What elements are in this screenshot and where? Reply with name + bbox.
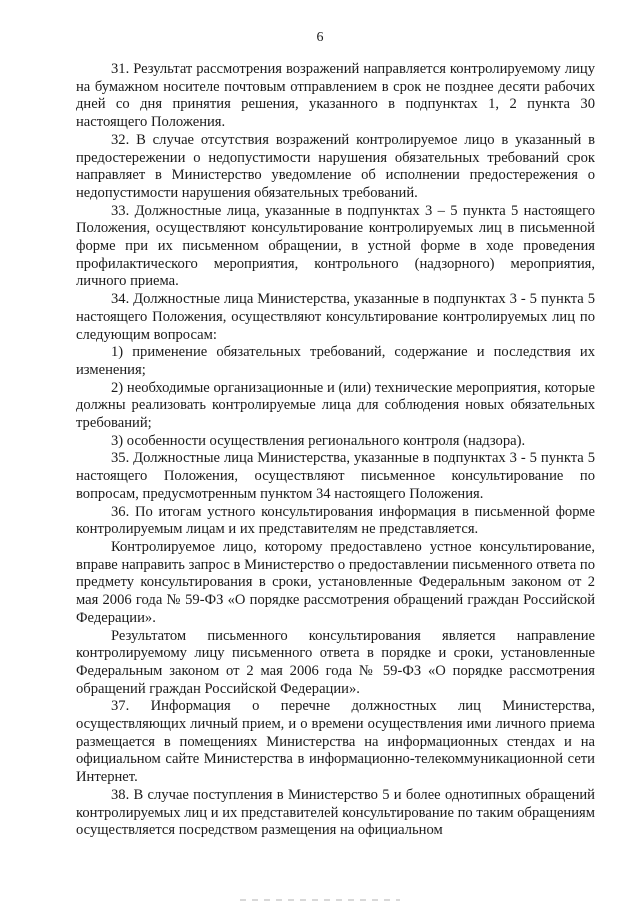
list-item-3: 3) особенности осуществления регионального контроля (надзора). [111,432,526,449]
paragraph-35: 35. Должностные лица Министерства, указанные в подпунктах 3 - 5 пункта 5 настоящего Положения, осуществляют письменное консультирование по вопросам, предусмотренным пунктом 34 настоящего Положения. [76,450,595,502]
paragraph-36-b: Результатом письменного консультирования является направление контролируемому лицу письменного ответа в порядке и сроки, установленные Федеральным законом от 2 мая 2006 года № 59-ФЗ «О порядке рассмотрения обращений граждан Российской Федерации». [76,627,595,697]
paragraph-36: 36. По итогам устного консультирования информация в письменной форме контролируемым лицам и их представителям не представляется. [76,503,595,538]
paragraph-32: 32. В случае отсутствия возражений контролируемое лицо в указанный в предостережении о недопустимости нарушения обязательных требований срок направляет в Министерство уведомление об исполнении предостережения о недопустимости нарушения обязательных требований. [76,131,595,201]
paragraph-38: 38. В случае поступления в Министерство 5 и более однотипных обращений контролируемых лиц и их представителей консультирование по таким обращениям осуществляется посредством размещения на официальном [76,786,595,839]
paragraph-34: 34. Должностные лица Министерства, указанные в подпунктах 3 - 5 пункта 5 настоящего Положения, осуществляют консультирование контролируемых лиц по следующим вопросам: [76,291,595,343]
paragraph-37: 37. Информация о перечне должностных лиц Министерства, осуществляющих личный прием, и о времени осуществления ими личного приема размещается в помещениях Министерства на информационных стендах и на официальном сайте Министерства в информационно-телекоммуникационной сети Интернет. [76,698,595,786]
paragraph-36-a: Контролируемое лицо, которому предоставлено устное консультирование, вправе направить запрос в Министерство о предоставлении письменного ответа по предмету консультирования в сроки, установленные Федеральным законом от 2 мая 2006 года № 59-ФЗ «О порядке рассмотрения обращений граждан Российской Федерации». [76,538,595,626]
paragraph-33: 33. Должностные лица, указанные в подпунктах 3 – 5 пункта 5 настоящего Положения, осуществляют консультирование контролируемых лиц в письменной форме при их письменном обращении, в устной форме в ходе проведения профилактического мероприятия, контрольного (надзорного) мероприятия, личного приема. [76,202,595,290]
list-item-2: 2) необходимые организационные и (или) технические мероприятия, которые должны реализовать контролируемые лица для соблюдения новых обязательных требований; [76,379,595,432]
scan-artifact [240,899,400,901]
list-item-1: 1) применение обязательных требований, содержание и последствия их изменения; [76,344,595,378]
document-body [76,61,595,840]
paragraph-31: 31. Результат рассмотрения возражений направляется контролируемому лицу на бумажном носителе почтовым отправлением в срок не позднее десяти рабочих дней со дня принятия решения, указанного в подпунктах 1, 2 пункта 30 настоящего Положения. [76,61,595,131]
page-number: 6 [316,30,324,45]
